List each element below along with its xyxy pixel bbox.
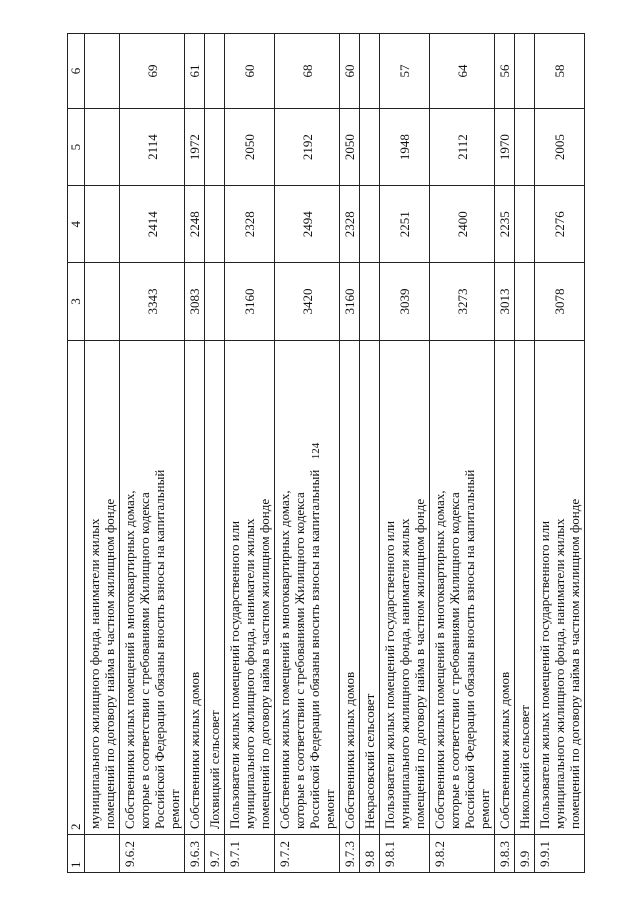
row-value-col-4: 2251 [380,186,430,263]
table-row [380,34,430,873]
row-value-col-6: 57 [380,34,430,109]
row-value-col-4: 2328 [340,186,360,263]
row-description: Собственники жилых помещений в многоквартирных домах, которые в соответствии с требованиями Жилищного кодекса Российской Федерации обязаны вносить взносы на капитальный ремонт [275,340,340,834]
row-code: 9.7.3 [340,834,360,872]
row-value-col-3 [205,263,225,340]
row-value-col-4 [515,186,535,263]
table-row [120,34,185,873]
table-row [85,34,120,873]
row-description: Пользователи жилых помещений государственного или муниципального жилищного фонда, наниматели жилых помещений по договору найма в частном жилищном фонде [380,340,430,834]
row-description: Пользователи жилых помещений государственного или муниципального жилищного фонда, наниматели жилых помещений по договору найма в частном жилищном фонде [225,340,275,834]
table-row [205,34,225,873]
row-value-col-3: 3420 [275,263,340,340]
row-value-col-5 [205,108,225,185]
table-row [535,34,585,873]
row-value-col-4: 2235 [495,186,515,263]
row-value-col-5: 2112 [430,108,495,185]
table-row [225,34,275,873]
row-description: Собственники жилых домов [495,340,515,834]
header-col-6: 6 [68,34,85,109]
header-col-3: 3 [68,263,85,340]
table-row [185,34,205,873]
header-row [68,34,85,873]
row-value-col-6 [515,34,535,109]
row-value-col-3 [360,263,380,340]
row-value-col-4: 2248 [185,186,205,263]
row-description: Собственники жилых помещений в многоквартирных домах, которые в соответствии с требованиями Жилищного кодекса Российской Федерации обязаны вносить взносы на капитальный ремонт [120,340,185,834]
table-row [430,34,495,873]
row-description: Лохвицкий сельсовет [205,340,225,834]
row-value-col-4: 2276 [535,186,585,263]
row-value-col-3: 3160 [340,263,360,340]
row-code: 9.9 [515,834,535,872]
row-value-col-6: 68 [275,34,340,109]
row-value-col-5: 2050 [340,108,360,185]
row-value-col-6: 56 [495,34,515,109]
rotated-table [67,33,625,873]
row-value-col-6: 69 [120,34,185,109]
row-description: Некрасовский сельсовет [360,340,380,834]
table-row [275,34,340,873]
row-value-col-6: 60 [225,34,275,109]
row-value-col-4 [360,186,380,263]
page-number: 124 [310,442,322,460]
row-value-col-3: 3160 [225,263,275,340]
row-code: 9.6.3 [185,834,205,872]
row-value-col-4 [205,186,225,263]
row-code: 9.8 [360,834,380,872]
row-value-col-5: 1972 [185,108,205,185]
row-code: 9.7.2 [275,834,340,872]
row-value-col-6 [205,34,225,109]
header-col-5: 5 [68,108,85,185]
row-code: 9.9.1 [535,834,585,872]
row-value-col-3: 3343 [120,263,185,340]
row-value-col-3: 3083 [185,263,205,340]
table-row [340,34,360,873]
row-value-col-3 [85,263,120,340]
row-value-col-4: 2494 [275,186,340,263]
row-value-col-5: 2192 [275,108,340,185]
row-description: Никольский сельсовет [515,340,535,834]
row-value-col-6: 58 [535,34,585,109]
row-value-col-3: 3273 [430,263,495,340]
row-value-col-6: 60 [340,34,360,109]
row-value-col-5: 2114 [120,108,185,185]
table-row [515,34,535,873]
row-value-col-3: 3078 [535,263,585,340]
row-value-col-4: 2328 [225,186,275,263]
table-row [360,34,380,873]
row-value-col-5: 2050 [225,108,275,185]
row-description: Собственники жилых помещений в многоквартирных домах, которые в соответствии с требованиями Жилищного кодекса Российской Федерации обязаны вносить взносы на капитальный ремонт [430,340,495,834]
row-value-col-5: 1970 [495,108,515,185]
row-value-col-4: 2400 [430,186,495,263]
tariff-table [67,33,585,873]
row-value-col-6: 64 [430,34,495,109]
row-code: 9.8.2 [430,834,495,872]
row-code: 9.7.1 [225,834,275,872]
row-description: Пользователи жилых помещений государственного или муниципального жилищного фонда, наниматели жилых помещений по договору найма в частном жилищном фонде [535,340,585,834]
row-value-col-3: 3013 [495,263,515,340]
row-value-col-5 [85,108,120,185]
row-code: 9.7 [205,834,225,872]
row-value-col-6: 61 [185,34,205,109]
row-description: муниципального жилищного фонда, наниматели жилых помещений по договору найма в частном жилищном фонде [85,340,120,834]
table-container [67,33,625,873]
row-value-col-5 [360,108,380,185]
row-value-col-3 [515,263,535,340]
header-col-4: 4 [68,186,85,263]
row-value-col-3: 3039 [380,263,430,340]
table-row [495,34,515,873]
row-value-col-4 [85,186,120,263]
row-value-col-5: 2005 [535,108,585,185]
table-body [85,34,585,873]
row-code: 9.6.2 [120,834,185,872]
row-code: 9.8.1 [380,834,430,872]
row-code [85,834,120,872]
header-col-2: 2 [68,340,85,834]
row-value-col-5 [515,108,535,185]
row-description: Собственники жилых домов [185,340,205,834]
row-value-col-5: 1948 [380,108,430,185]
row-value-col-6 [85,34,120,109]
row-value-col-4: 2414 [120,186,185,263]
row-code: 9.8.3 [495,834,515,872]
row-description: Собственники жилых домов [340,340,360,834]
header-col-1: 1 [68,834,85,872]
row-value-col-6 [360,34,380,109]
